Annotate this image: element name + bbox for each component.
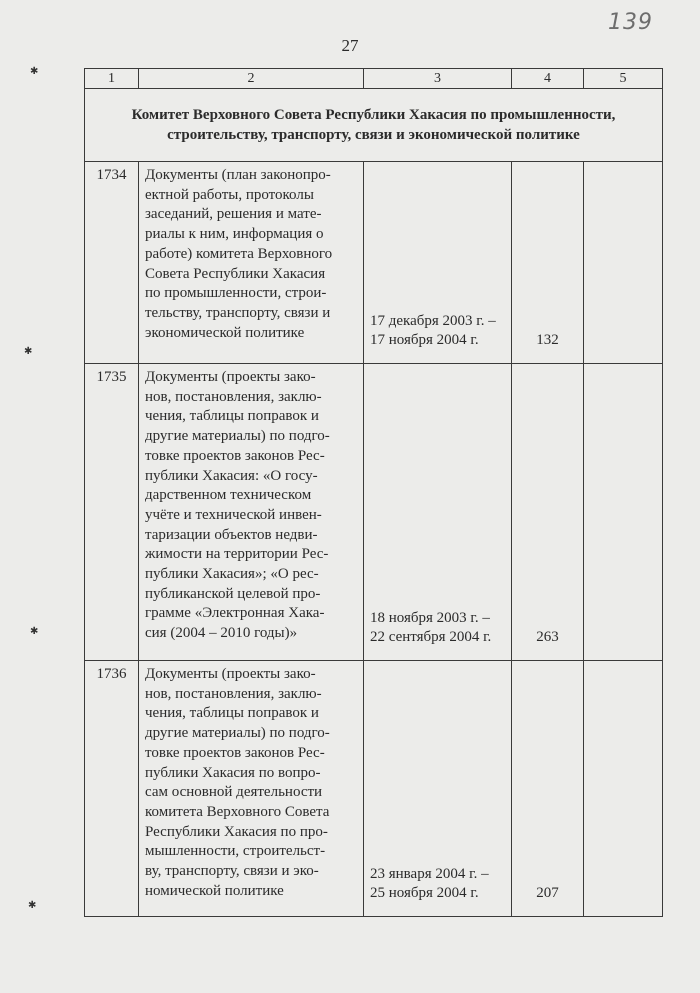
column-number: 2	[139, 69, 364, 89]
case-number: 1736	[85, 661, 139, 917]
case-note	[584, 162, 663, 364]
binding-hole-mark: ✱	[30, 626, 39, 637]
case-title: Документы (план законопро- ектной работы, протоколы заседаний, решения и мате- риалы к ним, информация о работе) комитета Верховного Совета Республики Хакасия по промышленности, строи- тельству, транспорту, связи и экономической политике	[139, 162, 364, 364]
column-number-row	[85, 69, 663, 89]
table-row	[85, 661, 663, 917]
sheet-count: 132	[512, 162, 584, 364]
sheet-count: 207	[512, 661, 584, 917]
case-dates: 23 января 2004 г. – 25 ноября 2004 г.	[364, 661, 512, 917]
table-row	[85, 364, 663, 661]
handwritten-sheet-number: 139	[608, 10, 653, 35]
case-dates: 17 декабря 2003 г. – 17 ноября 2004 г.	[364, 162, 512, 364]
case-dates: 18 ноября 2003 г. – 22 сентября 2004 г.	[364, 364, 512, 661]
case-note	[584, 364, 663, 661]
case-title: Документы (проекты зако- нов, постановления, заклю- чения, таблицы поправок и другие материалы) по подго- товке проектов законов Рес- публики Хакасия: «О госу- дарственном техническом учёте и технической инвен- таризации объектов недви- жимости на территории Рес- публики Хакасия»; «О рес- публиканской целевой про- грамме «Электронная Хака- сия (2004 – 2010 годы)»	[139, 364, 364, 661]
section-title: Комитет Верховного Совета Республики Хакасия по промышленности, строительству, транспорту, связи и экономической политике	[85, 89, 663, 162]
column-number: 5	[584, 69, 663, 89]
table-row	[85, 162, 663, 364]
case-title: Документы (проекты зако- нов, постановления, заклю- чения, таблицы поправок и другие материалы) по подго- товке проектов законов Рес- публики Хакасия по вопро- сам основной деятельности комитета Верховного Совета Республики Хакасия по про- мышленности, строительст- ву, транспорту, связи и эко- номической политике	[139, 661, 364, 917]
case-number: 1735	[85, 364, 139, 661]
register-table	[84, 68, 663, 917]
case-note	[584, 661, 663, 917]
column-number: 1	[85, 69, 139, 89]
sheet-count: 263	[512, 364, 584, 661]
column-number: 3	[364, 69, 512, 89]
binding-hole-mark: ✱	[24, 346, 33, 357]
column-number: 4	[512, 69, 584, 89]
binding-hole-mark: ✱	[28, 900, 37, 911]
page-number: 27	[341, 36, 359, 55]
section-row	[85, 89, 663, 162]
case-number: 1734	[85, 162, 139, 364]
binding-hole-mark: ✱	[30, 66, 39, 77]
